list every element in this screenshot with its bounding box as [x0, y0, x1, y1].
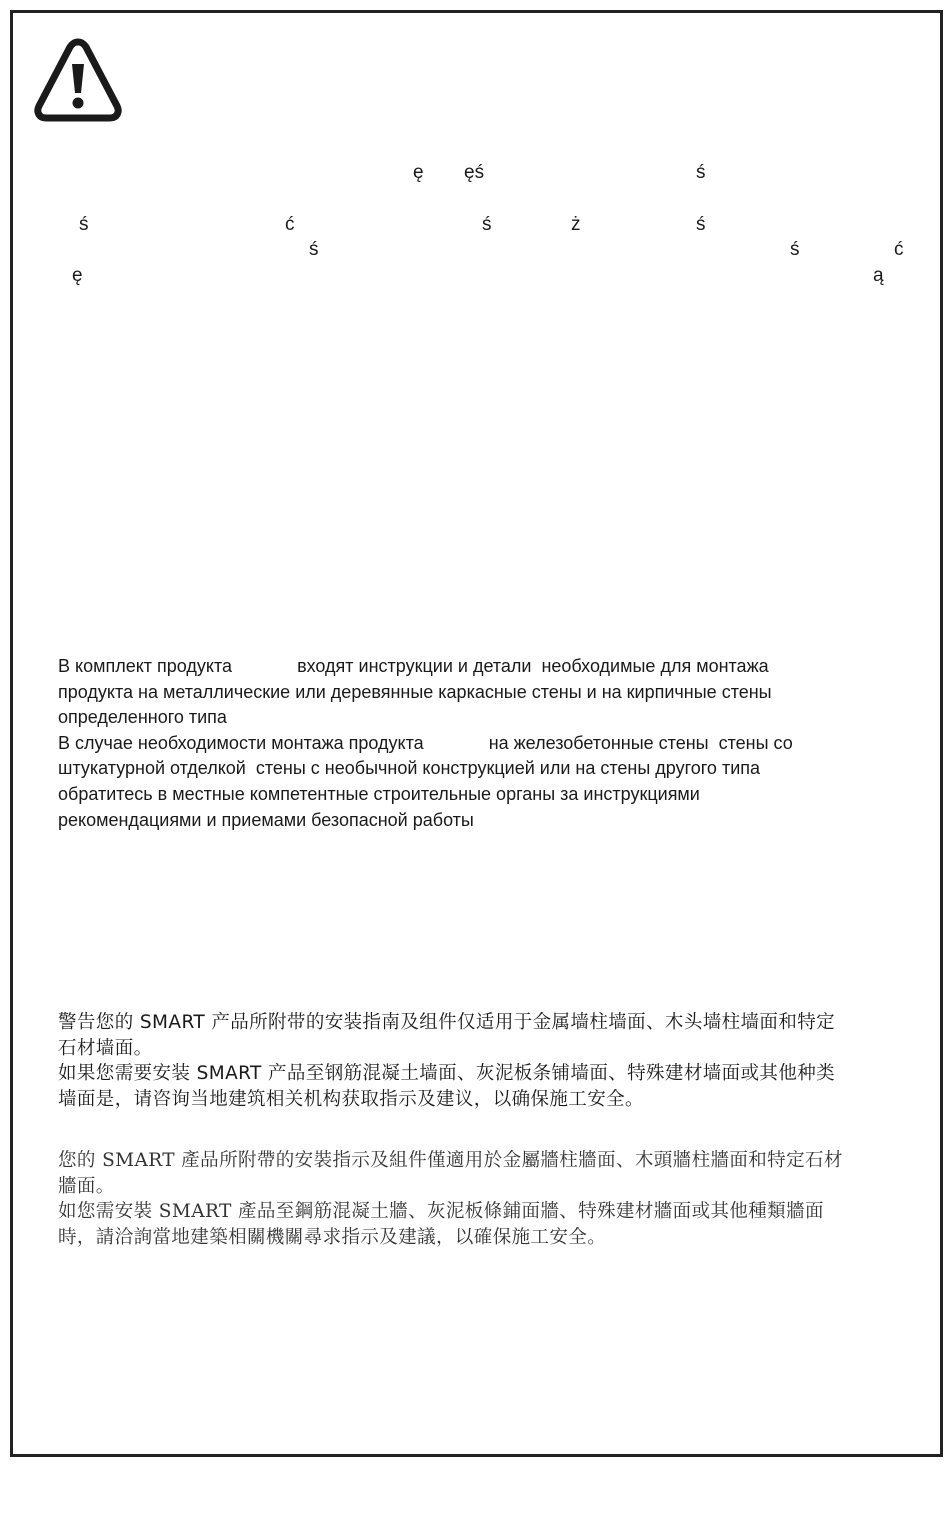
russian-line: штукатурной отделкой стены с необычной конструкцией или на стены другого типа — [58, 758, 760, 779]
polish-fragment: ą — [873, 265, 884, 286]
traditional-chinese-line: 牆面。 — [58, 1176, 115, 1197]
polish-fragment: ć — [894, 239, 904, 260]
russian-line: обратитесь в местные компетентные строительные органы за инструкциями — [58, 784, 700, 804]
warning-triangle-icon — [32, 36, 124, 124]
russian-line: рекомендациями и приемами безопасной работы — [58, 809, 474, 830]
polish-fragment: ś — [482, 214, 492, 235]
simplified-chinese-line: 墙面是，请咨询当地建筑相关机构获取指示及建议，以确保施工安全。 — [58, 1089, 644, 1110]
russian-line: продукта на металлические или деревянные каркасные стены и на кирпичные стены — [58, 681, 772, 702]
polish-fragment: ś — [79, 214, 89, 235]
polish-fragment: ś — [696, 214, 706, 235]
polish-fragment: ż — [571, 214, 581, 235]
traditional-chinese-line: 如您需安裝 SMART 產品至鋼筋混凝土牆、灰泥板條鋪面牆、特殊建材牆面或其他種類牆面 — [58, 1201, 824, 1222]
simplified-chinese-line: 警告您的 SMART 产品所附带的安装指南及组件仅适用于金属墙柱墙面、木头墙柱墙面和特定 — [58, 1012, 836, 1033]
russian-line: определенного типа — [58, 707, 227, 728]
russian-line: В комплект продукта входят инструкции и детали необходимые для монтажа — [58, 656, 769, 676]
polish-fragment: ś — [309, 239, 319, 260]
russian-line: В случае необходимости монтажа продукта на железобетонные стены стены со — [58, 732, 793, 753]
traditional-chinese-line: 您的 SMART 產品所附帶的安裝指示及組件僅適用於金屬牆柱牆面、木頭牆柱牆面和特定石材 — [58, 1150, 843, 1171]
polish-fragment: ę — [413, 162, 424, 183]
simplified-chinese-line: 如果您需要安装 SMART 产品至钢筋混凝土墙面、灰泥板条铺墙面、特殊建材墙面或其他种类 — [58, 1063, 836, 1084]
polish-fragment: ęś — [464, 162, 485, 183]
polish-fragment: ś — [696, 162, 706, 183]
polish-fragment: ę — [72, 265, 83, 286]
traditional-chinese-line: 時，請洽詢當地建築相關機關尋求指示及建議，以確保施工安全。 — [58, 1227, 607, 1248]
polish-fragment: ś — [790, 239, 800, 260]
simplified-chinese-line: 石材墙面。 — [58, 1038, 153, 1059]
polish-fragment: ć — [285, 214, 295, 235]
